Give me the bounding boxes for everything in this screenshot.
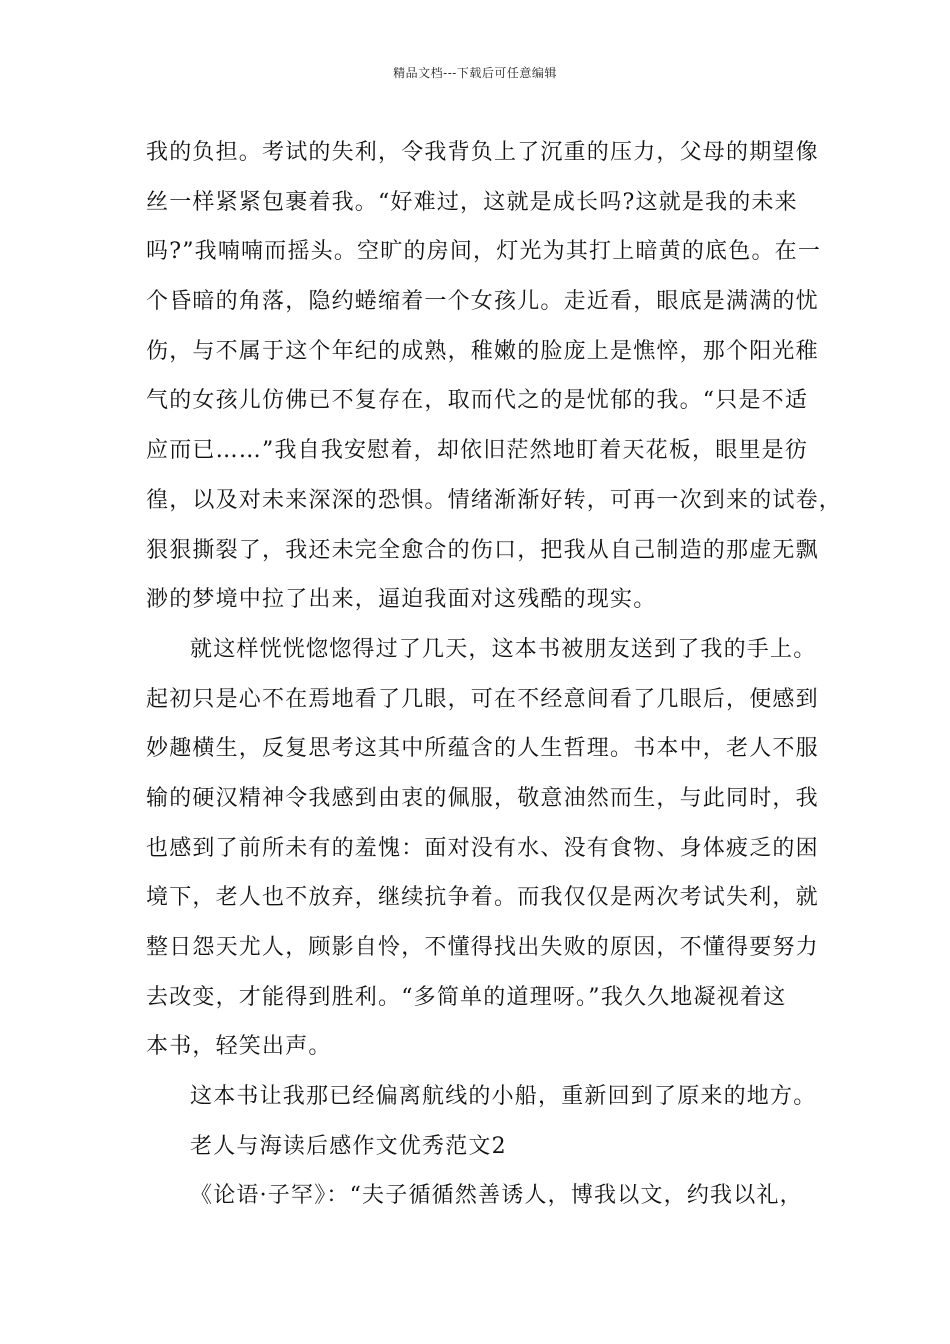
- text-line: 应而已……”我自我安慰着，却依旧茫然地盯着天花板，眼里是彷: [146, 438, 809, 464]
- text-line: 就这样恍恍惚惚得过了几天，这本书被朋友送到了我的手上。: [190, 636, 817, 662]
- text-line: 气的女孩儿仿佛已不复存在，取而代之的是忧郁的我。“只是不适: [146, 388, 809, 414]
- text-line: 起初只是心不在焉地看了几眼，可在不经意间看了几眼后，便感到: [146, 686, 819, 712]
- text-line: 整日怨天尤人，顾影自怜，不懂得找出失败的原因，不懂得要努力: [146, 935, 819, 960]
- text-line: 老人与海读后感作文优秀范文2: [190, 1133, 507, 1159]
- text-line: 《论语·子罕》：“夫子循循然善诱人，博我以文，约我以礼，: [190, 1183, 803, 1209]
- text-line: 妙趣横生，反复思考这其中所蕴含的人生哲理。书本中，老人不服: [146, 736, 819, 762]
- text-line: 渺的梦境中拉了出来，逼迫我面对这残酷的现实。: [146, 587, 657, 613]
- text-line: 这本书让我那已经偏离航线的小船，重新回到了原来的地方。: [190, 1084, 817, 1110]
- text-line: 狠狠撕裂了，我还未完全愈合的伤口，把我从自己制造的那虚无飘: [146, 537, 819, 563]
- text-line: 输的硬汉精神令我感到由衷的佩服，敬意油然而生，与此同时，我: [146, 785, 819, 811]
- text-line: 徨，以及对未来深深的恐惧。情绪渐渐好转，可再一次到来的试卷，: [146, 487, 843, 513]
- text-line: 丝一样紧紧包裹着我。“好难过，这就是成长吗?这就是我的未来: [146, 189, 798, 215]
- text-line: 本书，轻笑出声。: [146, 1034, 332, 1060]
- page-header: 精品文档---下载后可任意编辑: [393, 66, 557, 80]
- text-line: 去改变，才能得到胜利。“多简单的道理呀。”我久久地凝视着这: [146, 984, 787, 1010]
- text-line: 伤，与不属于这个年纪的成熟，稚嫩的脸庞上是憔悴，那个阳光稚: [146, 338, 819, 364]
- text-line: 个昏暗的角落，隐约蜷缩着一个女孩儿。走近看，眼底是满满的忧: [146, 289, 819, 315]
- document-body: [146, 128, 843, 1221]
- text-line: 吗?”我喃喃而摇头。空旷的房间，灯光为其打上暗黄的底色。在一: [146, 239, 822, 265]
- text-line: 我的负担。考试的失利，令我背负上了沉重的压力，父母的期望像: [146, 140, 819, 165]
- text-line: 境下，老人也不放弃，继续抗争着。而我仅仅是两次考试失利，就: [146, 885, 819, 911]
- text-line: 也感到了前所未有的羞愧：面对没有水、没有食物、身体疲乏的困: [146, 835, 819, 861]
